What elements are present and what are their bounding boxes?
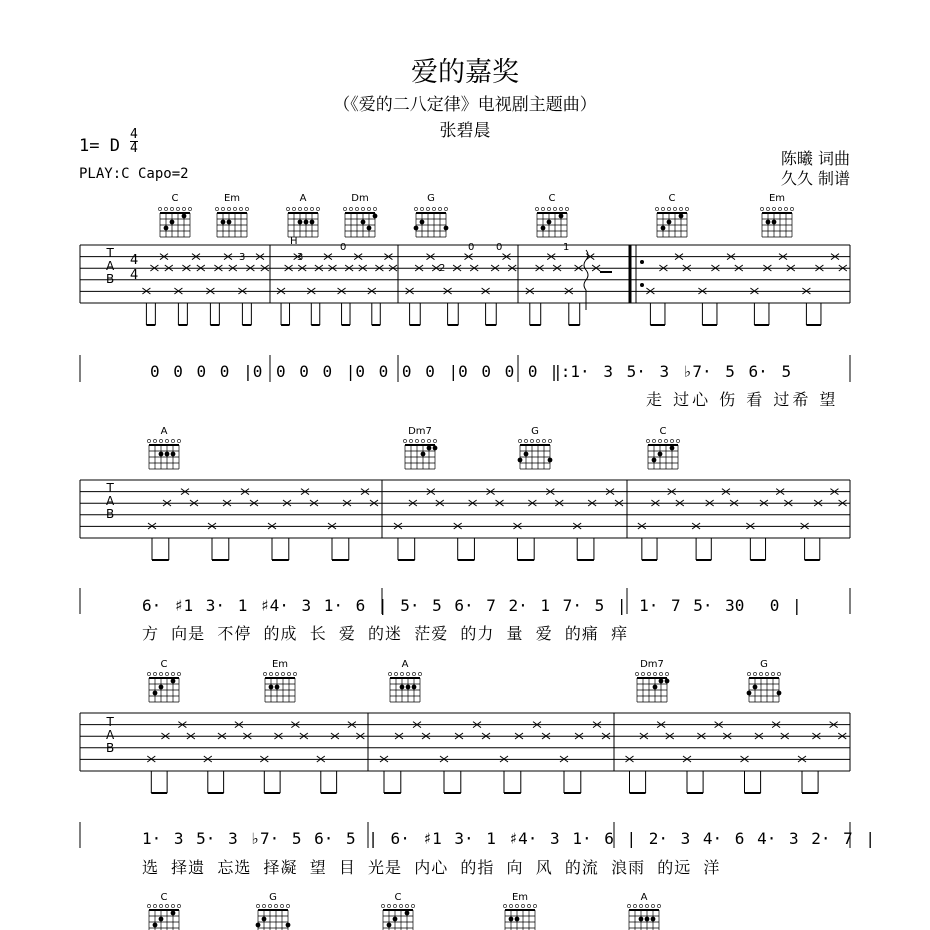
open-string-mark: [515, 904, 518, 907]
open-string-mark: [518, 439, 521, 442]
open-string-mark: [521, 904, 524, 907]
chord-finger-dot: [518, 458, 523, 463]
arpeggio-mark: [584, 250, 588, 290]
open-string-mark: [753, 672, 756, 675]
open-string-mark: [432, 207, 435, 210]
open-string-mark: [409, 439, 412, 442]
chord-finger-dot: [221, 220, 226, 225]
chord-finger-dot: [524, 452, 529, 457]
open-string-mark: [542, 439, 545, 442]
open-string-mark: [533, 904, 536, 907]
fret-number: 2: [439, 263, 446, 274]
tab-clef-a: A: [106, 494, 115, 508]
chord-finger-dot: [153, 691, 158, 696]
chord-finger-dot: [171, 452, 176, 457]
chord-finger-dot: [541, 226, 546, 231]
chord-name: Em: [223, 193, 241, 204]
open-string-mark: [170, 207, 173, 210]
chord-finger-dot: [269, 685, 274, 690]
chord-name: G: [427, 193, 435, 204]
open-string-mark: [444, 207, 447, 210]
chord-finger-dot: [766, 220, 771, 225]
open-string-mark: [256, 904, 259, 907]
open-string-mark: [304, 207, 307, 210]
open-string-mark: [165, 904, 168, 907]
chord-finger-dot: [639, 917, 644, 922]
chord-finger-dot: [373, 214, 378, 219]
open-string-mark: [652, 439, 655, 442]
chord-name: Dm: [351, 193, 369, 204]
chord-finger-dot: [420, 220, 425, 225]
open-string-mark: [147, 904, 150, 907]
open-string-mark: [287, 672, 290, 675]
song-title: 爱的嘉奖: [411, 57, 519, 88]
tab-clef-b: B: [106, 741, 115, 755]
open-string-mark: [627, 904, 630, 907]
fret-number: 0: [340, 242, 347, 253]
open-string-mark: [645, 904, 648, 907]
chord-name: Em: [271, 659, 289, 670]
hammer-on-mark: H: [290, 236, 298, 247]
chord-finger-dot: [406, 685, 411, 690]
open-string-mark: [355, 207, 358, 210]
open-string-mark: [646, 439, 649, 442]
open-string-mark: [153, 439, 156, 442]
chord-finger-dot: [286, 923, 291, 928]
chord-finger-dot: [548, 458, 553, 463]
open-string-mark: [400, 672, 403, 675]
chord-finger-dot: [227, 220, 232, 225]
chord-name: C: [548, 193, 556, 204]
open-string-mark: [765, 672, 768, 675]
jianpu-line: 0 0 0 0 |0 0 0 0 |0 0 0 0 |0 0 0 0 ‖:1· 3 5· 3 ♭7· 5 6· 5: [150, 362, 792, 381]
open-string-mark: [310, 207, 313, 210]
chord-finger-dot: [670, 446, 675, 451]
tab-time-signature: [130, 253, 138, 283]
chord-finger-dot: [421, 452, 426, 457]
tab-clef-b: B: [106, 507, 115, 521]
open-string-mark: [651, 904, 654, 907]
open-string-mark: [275, 672, 278, 675]
open-string-mark: [245, 207, 248, 210]
open-string-mark: [406, 672, 409, 675]
open-string-mark: [415, 439, 418, 442]
chord-finger-dot: [182, 214, 187, 219]
open-string-mark: [269, 672, 272, 675]
tab-clef-t: T: [106, 715, 114, 729]
open-string-mark: [559, 207, 562, 210]
open-string-mark: [403, 439, 406, 442]
fret-number: 3: [297, 252, 304, 263]
open-string-mark: [405, 904, 408, 907]
chord-name: Dm7: [408, 426, 432, 437]
open-string-mark: [784, 207, 787, 210]
open-string-mark: [503, 904, 506, 907]
open-string-mark: [316, 207, 319, 210]
tab-clef-t: T: [106, 246, 114, 260]
open-string-mark: [759, 672, 762, 675]
open-string-mark: [639, 904, 642, 907]
open-string-mark: [158, 207, 161, 210]
open-string-mark: [343, 207, 346, 210]
chord-finger-dot: [262, 917, 267, 922]
open-string-mark: [527, 904, 530, 907]
open-string-mark: [274, 904, 277, 907]
chord-name: Em: [768, 193, 786, 204]
open-string-mark: [164, 207, 167, 210]
open-string-mark: [635, 672, 638, 675]
open-string-mark: [414, 207, 417, 210]
open-string-mark: [147, 439, 150, 442]
tab-clef-t: T: [106, 481, 114, 495]
open-string-mark: [388, 672, 391, 675]
open-string-mark: [177, 439, 180, 442]
open-string-mark: [171, 904, 174, 907]
open-string-mark: [292, 207, 295, 210]
open-string-mark: [541, 207, 544, 210]
chord-name: Em: [511, 892, 529, 903]
chord-finger-dot: [515, 917, 520, 922]
open-string-mark: [147, 672, 150, 675]
open-string-mark: [239, 207, 242, 210]
chord-finger-dot: [165, 452, 170, 457]
chord-finger-dot: [661, 226, 666, 231]
open-string-mark: [778, 207, 781, 210]
fret-number: 0: [496, 242, 503, 253]
open-string-mark: [393, 904, 396, 907]
open-string-mark: [268, 904, 271, 907]
open-string-mark: [171, 672, 174, 675]
chord-finger-dot: [304, 220, 309, 225]
chord-finger-dot: [547, 220, 552, 225]
open-string-mark: [387, 904, 390, 907]
chord-finger-dot: [747, 691, 752, 696]
open-string-mark: [676, 439, 679, 442]
open-string-mark: [658, 439, 661, 442]
open-string-mark: [361, 207, 364, 210]
open-string-mark: [420, 207, 423, 210]
chord-name: A: [299, 193, 307, 204]
open-string-mark: [427, 439, 430, 442]
open-string-mark: [790, 207, 793, 210]
chord-finger-dot: [275, 685, 280, 690]
tab-clef-2: [106, 482, 114, 521]
open-string-mark: [664, 439, 667, 442]
lyrics-line: 走 过心 伤 看 过希 望: [646, 390, 839, 409]
chord-finger-dot: [679, 214, 684, 219]
open-string-mark: [661, 207, 664, 210]
open-string-mark: [411, 904, 414, 907]
open-string-mark: [747, 672, 750, 675]
tab-clef-a: A: [106, 728, 115, 742]
time-signature-bottom: 4: [130, 141, 138, 156]
open-string-mark: [367, 207, 370, 210]
chord-finger-dot: [393, 917, 398, 922]
open-string-mark: [548, 439, 551, 442]
open-string-mark: [685, 207, 688, 210]
chord-finger-dot: [433, 446, 438, 451]
chord-finger-dot: [310, 220, 315, 225]
open-string-mark: [373, 207, 376, 210]
open-string-mark: [777, 672, 780, 675]
open-string-mark: [286, 904, 289, 907]
chord-finger-dot: [651, 917, 656, 922]
open-string-mark: [281, 672, 284, 675]
open-string-mark: [394, 672, 397, 675]
tab-time-top: 4: [130, 253, 139, 268]
chord-finger-dot: [777, 691, 782, 696]
open-string-mark: [421, 439, 424, 442]
open-string-mark: [565, 207, 568, 210]
chord-name: C: [394, 892, 402, 903]
tab-clef-b: B: [106, 272, 115, 286]
open-string-mark: [655, 207, 658, 210]
chord-name: A: [160, 426, 168, 437]
open-string-mark: [227, 207, 230, 210]
open-string-mark: [165, 439, 168, 442]
open-string-mark: [165, 672, 168, 675]
chord-finger-dot: [412, 685, 417, 690]
open-string-mark: [633, 904, 636, 907]
chord-finger-dot: [153, 923, 158, 928]
chord-finger-dot: [652, 458, 657, 463]
time-signature-top: 4: [130, 127, 138, 142]
open-string-mark: [665, 672, 668, 675]
lyrics-line: 选 择遗 忘选 择凝 望 目 光是 内心 的指 向 风 的流 浪雨 的远 洋: [142, 858, 721, 877]
open-string-mark: [177, 672, 180, 675]
song-subtitle: （《爱的二八定律》电视剧主题曲）: [333, 95, 597, 115]
open-string-mark: [159, 672, 162, 675]
open-string-mark: [159, 904, 162, 907]
open-string-mark: [536, 439, 539, 442]
open-string-mark: [553, 207, 556, 210]
open-string-mark: [280, 904, 283, 907]
open-string-mark: [153, 672, 156, 675]
open-string-mark: [412, 672, 415, 675]
chord-finger-dot: [509, 917, 514, 922]
chord-finger-dot: [559, 214, 564, 219]
jianpu-line: 1· 3 5· 3 ♭7· 5 6· 5 | 6· ♯1 3· 1 ♯4· 3 1· 6 | 2· 3 4· 6 4· 3 2· 7 |: [142, 829, 876, 848]
chord-finger-dot: [164, 226, 169, 231]
chord-name: C: [171, 193, 179, 204]
chord-name: C: [659, 426, 667, 437]
chord-finger-dot: [367, 226, 372, 231]
open-string-mark: [263, 672, 266, 675]
chord-finger-dot: [772, 220, 777, 225]
open-string-mark: [438, 207, 441, 210]
jianpu-line: 6· ♯1 3· 1 ♯4· 3 1· 6 | 5· 5 6· 7 2· 1 7· 5 | 1· 7 5· 30 0 |: [142, 596, 802, 615]
open-string-mark: [233, 207, 236, 210]
open-string-mark: [171, 439, 174, 442]
open-string-mark: [772, 207, 775, 210]
open-string-mark: [524, 439, 527, 442]
chord-name: C: [668, 193, 676, 204]
chord-finger-dot: [159, 452, 164, 457]
chord-finger-dot: [170, 220, 175, 225]
open-string-mark: [399, 904, 402, 907]
play-capo-info: PLAY:C Capo=2: [79, 166, 189, 182]
key-signature: 1= D: [79, 136, 120, 156]
tab-clef: [106, 247, 114, 286]
open-string-mark: [188, 207, 191, 210]
chord-name: C: [160, 892, 168, 903]
chord-finger-dot: [444, 226, 449, 231]
open-string-mark: [262, 904, 265, 907]
open-string-mark: [659, 672, 662, 675]
chord-finger-dot: [645, 917, 650, 922]
chord-finger-dot: [659, 679, 664, 684]
open-string-mark: [547, 207, 550, 210]
open-string-mark: [673, 207, 676, 210]
open-string-mark: [221, 207, 224, 210]
chord-name: G: [531, 426, 539, 437]
lyricist-composer: 陈曦 词曲: [780, 149, 850, 168]
chord-finger-dot: [159, 685, 164, 690]
open-string-mark: [298, 207, 301, 210]
open-string-mark: [215, 207, 218, 210]
open-string-mark: [433, 439, 436, 442]
open-string-mark: [657, 904, 660, 907]
open-string-mark: [293, 672, 296, 675]
open-string-mark: [153, 904, 156, 907]
chord-name: A: [401, 659, 409, 670]
open-string-mark: [670, 439, 673, 442]
chord-name: G: [760, 659, 768, 670]
chord-finger-dot: [361, 220, 366, 225]
lyrics-line: 方 向是 不停 的成 长 爱 的迷 茫爱 的力 量 爱 的痛 痒: [142, 624, 629, 643]
tab-clef-a: A: [106, 259, 115, 273]
fret-number: 0: [468, 242, 475, 253]
chord-finger-dot: [298, 220, 303, 225]
open-string-mark: [381, 904, 384, 907]
tab-clef-3: [106, 716, 114, 755]
open-string-mark: [176, 207, 179, 210]
open-string-mark: [771, 672, 774, 675]
open-string-mark: [182, 207, 185, 210]
open-string-mark: [349, 207, 352, 210]
open-string-mark: [418, 672, 421, 675]
open-string-mark: [760, 207, 763, 210]
chord-finger-dot: [658, 452, 663, 457]
chord-finger-dot: [400, 685, 405, 690]
open-string-mark: [426, 207, 429, 210]
open-string-mark: [530, 439, 533, 442]
chord-name: A: [640, 892, 648, 903]
fret-number: 3: [239, 252, 246, 263]
chord-finger-dot: [159, 917, 164, 922]
transcriber: 久久 制谱: [780, 169, 850, 188]
open-string-mark: [159, 439, 162, 442]
repeat-dot: [640, 260, 644, 264]
open-string-mark: [679, 207, 682, 210]
chord-finger-dot: [405, 911, 410, 916]
chord-finger-dot: [256, 923, 261, 928]
open-string-mark: [286, 207, 289, 210]
chord-finger-dot: [653, 685, 658, 690]
tab-time-bottom: 4: [130, 268, 139, 283]
open-string-mark: [653, 672, 656, 675]
chord-name: G: [269, 892, 277, 903]
open-string-mark: [535, 207, 538, 210]
open-string-mark: [509, 904, 512, 907]
open-string-mark: [177, 904, 180, 907]
open-string-mark: [766, 207, 769, 210]
chord-name: Dm7: [640, 659, 664, 670]
open-string-mark: [641, 672, 644, 675]
chord-name: C: [160, 659, 168, 670]
open-string-mark: [647, 672, 650, 675]
chord-finger-dot: [171, 679, 176, 684]
chord-finger-dot: [665, 679, 670, 684]
chord-finger-dot: [414, 226, 419, 231]
open-string-mark: [667, 207, 670, 210]
chord-finger-dot: [753, 685, 758, 690]
repeat-dot: [640, 283, 644, 287]
chord-finger-dot: [387, 923, 392, 928]
fret-number: 1: [563, 242, 570, 253]
chord-finger-dot: [667, 220, 672, 225]
chord-finger-dot: [427, 446, 432, 451]
chord-finger-dot: [171, 911, 176, 916]
singer-name: 张碧晨: [439, 121, 491, 141]
